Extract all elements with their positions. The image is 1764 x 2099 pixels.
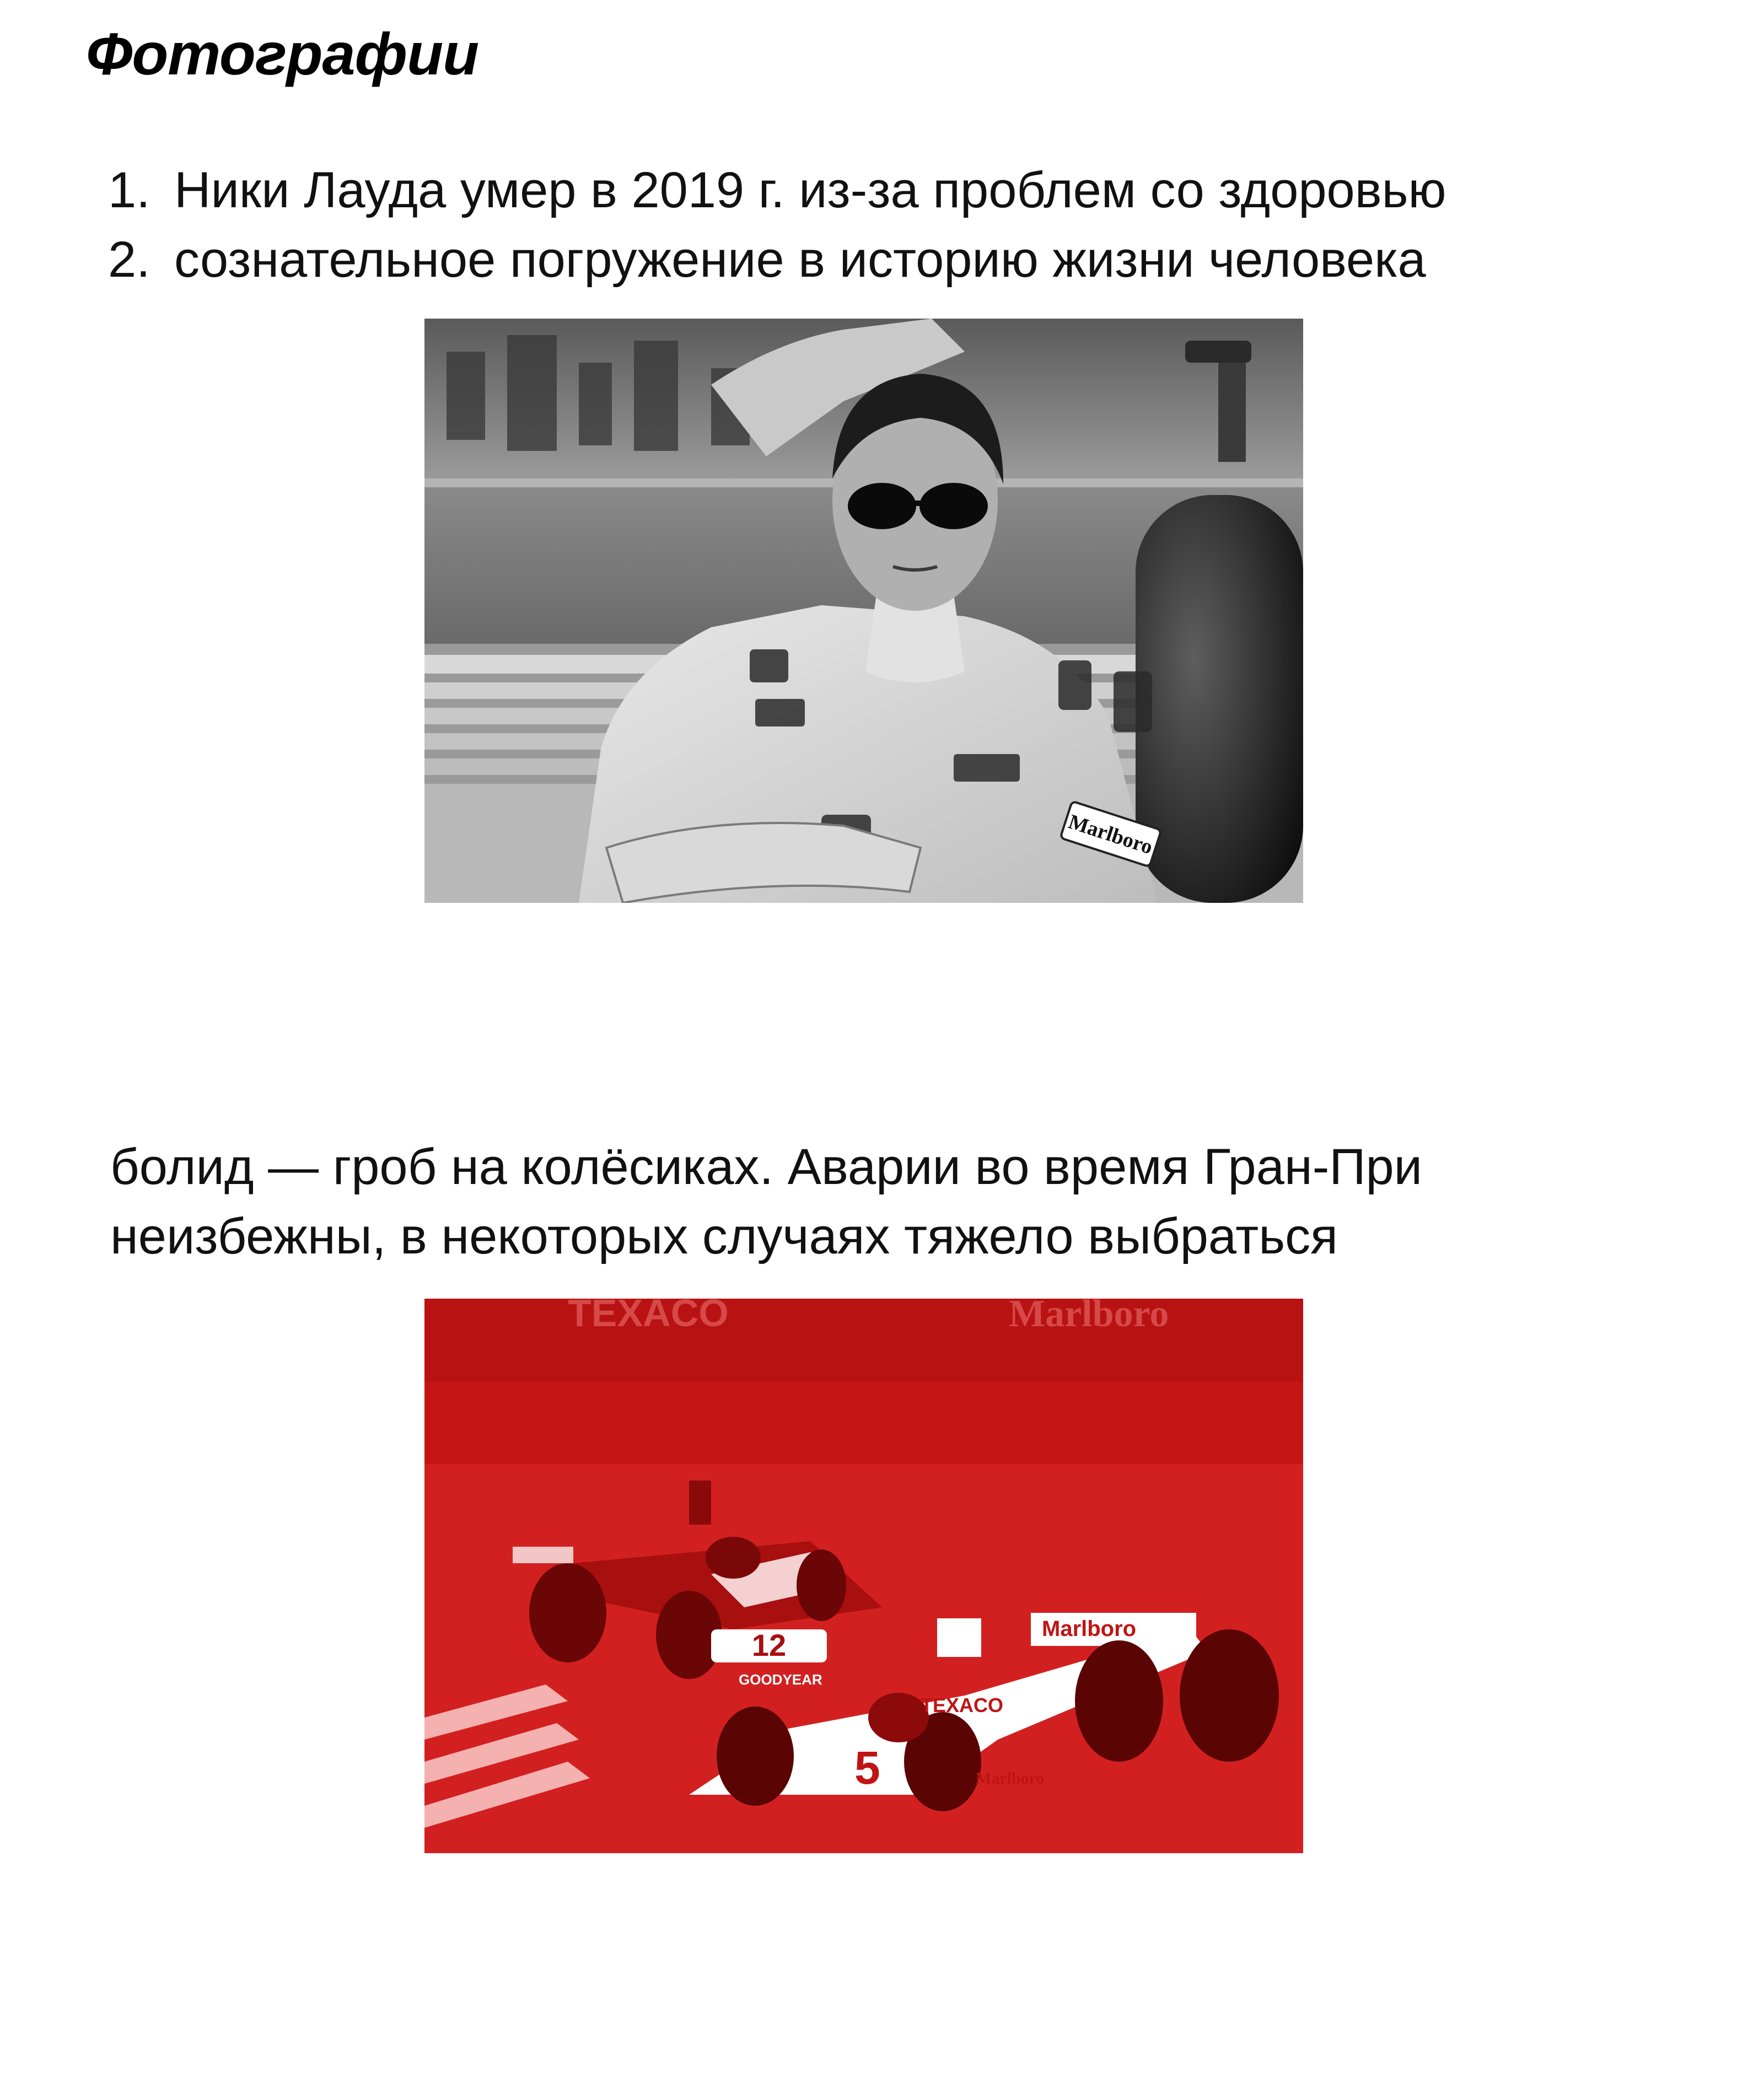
list-item-text: Ники Лауда умер в 2019 г. из-за проблем со здоровью	[174, 162, 1446, 218]
race-cars-photo	[424, 1299, 1303, 1853]
list-item	[108, 225, 1446, 294]
list-item	[108, 155, 1446, 225]
caption-line: болид — гроб на колёсиках. Аварии во время Гран-При	[110, 1139, 1423, 1195]
car-number: 12	[751, 1628, 787, 1662]
page-title: Фотографии	[86, 20, 479, 87]
caption-line: неизбежны, в некоторых случаях тяжело выбраться	[110, 1208, 1338, 1264]
intro-list	[108, 155, 1446, 294]
sponsor-text: TEXACO	[921, 1694, 1004, 1716]
sponsor-text: Marlboro	[1042, 1617, 1137, 1641]
sponsor-text: GOODYEAR	[739, 1671, 822, 1688]
sponsor-text: Marlboro	[976, 1769, 1045, 1788]
banner-text: Marlboro	[1009, 1299, 1169, 1335]
list-item-number: 1.	[108, 162, 150, 218]
banner-text: TEXACO	[568, 1299, 729, 1334]
list-item-number: 2.	[108, 232, 150, 288]
driver-portrait-photo	[424, 319, 1303, 903]
car-number: 5	[854, 1742, 880, 1794]
suit-badge-text: Marlboro	[1066, 810, 1156, 859]
race-cars-image	[424, 1299, 1303, 1853]
driver-portrait-image	[424, 319, 1303, 903]
list-item-text: сознательное погружение в историю жизни человека	[174, 232, 1426, 288]
caption-text	[110, 1132, 1422, 1271]
